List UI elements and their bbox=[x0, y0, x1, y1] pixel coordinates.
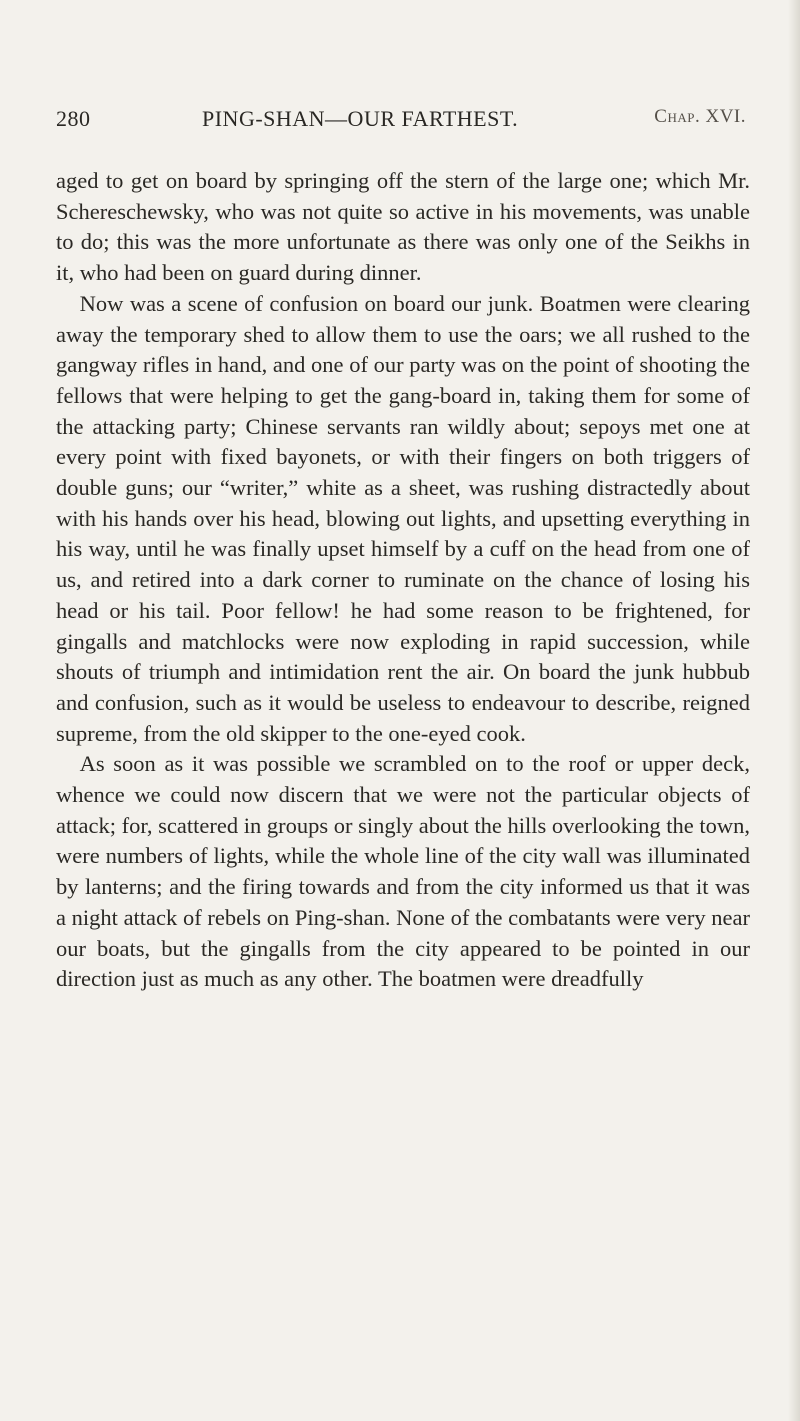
paragraph-continued: aged to get on board by springing off the stern of the large one; which Mr. Schereschewsky, who was not quite so active in his movements, was unable to do; this was the more unfortunate as there was only one of the Seikhs in it, who had been on guard during dinner. bbox=[56, 168, 750, 286]
page-edge-shadow bbox=[788, 0, 800, 1421]
chapter-reference: Chap. XVI. bbox=[654, 106, 746, 127]
body-text bbox=[56, 166, 750, 995]
running-title: PING-SHAN—OUR FARTHEST. bbox=[202, 106, 519, 131]
running-head bbox=[56, 106, 746, 136]
paragraph-confusion: Now was a scene of confusion on board our junk. Boatmen were clearing away the temporary shed to allow them to use the oars; we all rushed to the gangway rifles in hand, and one of our party was on the point of shooting the fellows that were helping to get the gang-board in, taking them for some of the attacking party; Chinese servants ran wildly about; sepoys met one at every point with fixed bayonets, or with their fingers on both triggers of double guns; our “writer,” white as a sheet, was rushing distractedly about with his hands over his head, blowing out lights, and upsetting everything in his way, until he was finally upset himself by a cuff on the head from one of us, and retired into a dark corner to ruminate on the chance of losing his head or his tail. Poor fellow! he had some reason to be frightened, for gingalls and matchlocks were now exploding in rapid succession, while shouts of triumph and intimidation rent the air. On board the junk hubbub and confusion, such as it would be useless to endeavour to describe, reigned supreme, from the old skipper to the one-eyed cook. bbox=[56, 290, 750, 746]
page-number: 280 bbox=[56, 106, 91, 131]
paragraph-upper-deck: As soon as it was possible we scrambled on to the roof or upper deck, whence we could now discern that we were not the particular objects of attack; for, scattered in groups or singly about the hills overlooking the town, were numbers of lights, while the whole line of the city wall was illuminated by lanterns; and the firing towards and from the city informed us that it was a night attack of rebels on Ping-shan. None of the combatants were very near our boats, but the gingalls from the city appeared to be pointed in our direction just as much as any other. The boatmen were dreadfully bbox=[56, 751, 750, 992]
